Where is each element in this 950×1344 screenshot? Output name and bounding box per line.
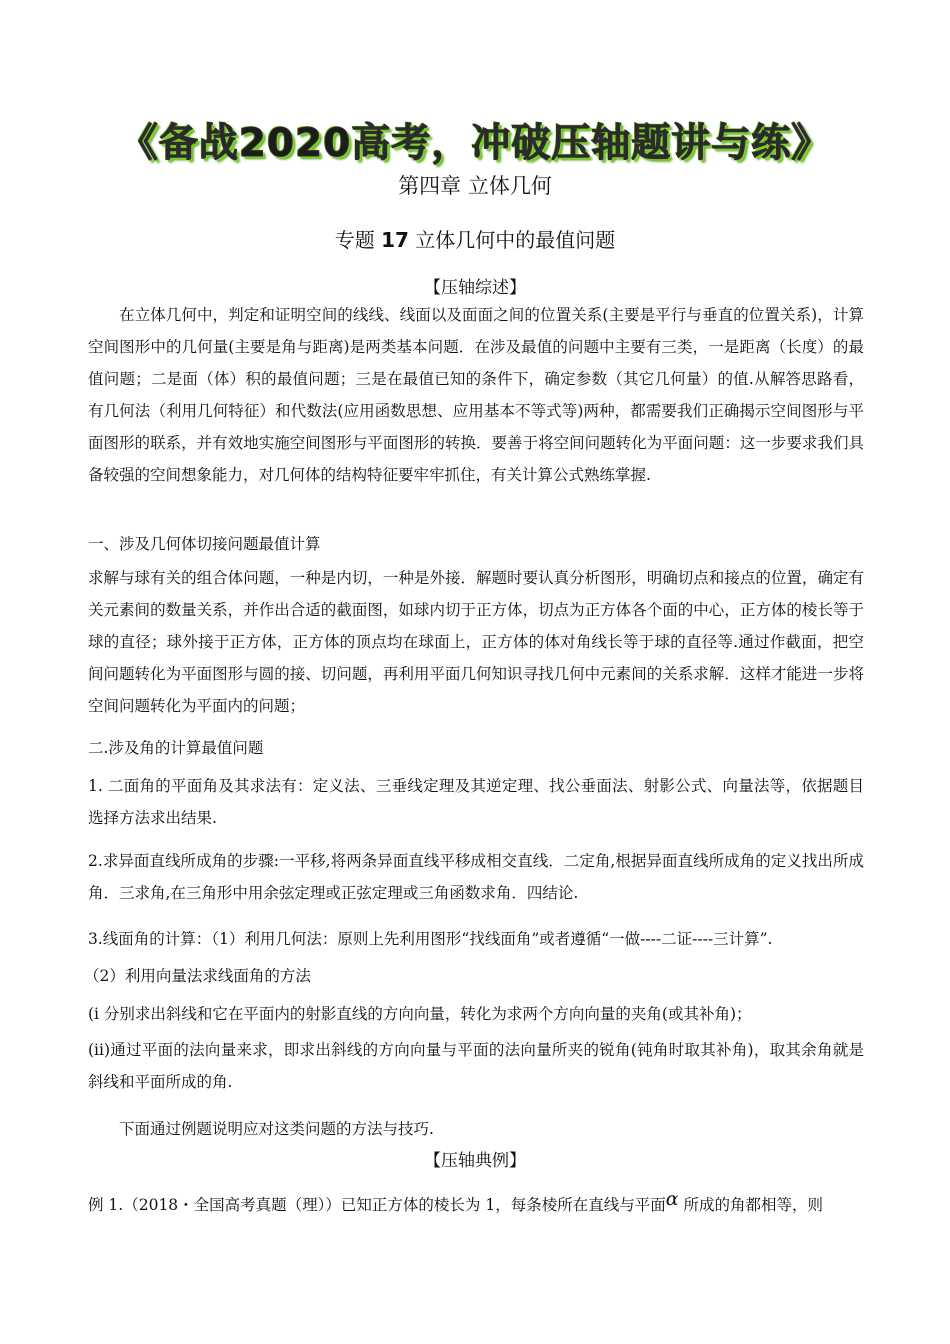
item3-sub-ii: (ii)通过平面的法向量来求，即求出斜线的方向向量与平面的法向量所夹的锐角(钝角时取其补角)，取其余角就是斜线和平面所成的角. (88, 1041, 864, 1091)
example1-lead: 例 1.（2018・全国高考真题（理））已知正方体的棱长为 1，每条棱所在直线与平面 (88, 1196, 666, 1214)
overview-heading: 【压轴综述】 (424, 278, 526, 298)
item3-sub-i: (i 分别求出斜线和它在平面内的射影直线的方向向量，转化为求两个方向向量的夹角(或其补角)； (88, 1005, 752, 1023)
series-banner: 《备战2020高考，冲破压轴题讲与练》 (118, 121, 832, 166)
examples-heading: 【压轴典例】 (424, 1151, 526, 1171)
example1-tail: 所成的角都相等，则 (678, 1196, 823, 1214)
item2-paragraph: 2.求异面直线所成角的步骤:一平移,将两条异面直线平移成相交直线．二定角,根据异面直线所成角的定义找出所成角．三求角,在三角形中用余弦定理或正弦定理或三角函数求角．四结论. (88, 852, 864, 902)
topic-title (0, 224, 950, 253)
item1-paragraph: 1. 二面角的平面角及其求法有：定义法、三垂线定理及其逆定理、找公垂面法、射影公式、向量法等，依据题目选择方法求出结果. (88, 777, 864, 827)
item3-paragraph: 3.线面角的计算：（1）利用几何法：原则上先利用图形“找线面角”或者遵循“一做----二证----三计算”. (88, 930, 773, 948)
alpha-symbol: α (665, 1188, 679, 1210)
chapter-title: 第四章 立体几何 (398, 174, 552, 198)
topic-prefix: 专题 (334, 228, 375, 252)
section2-title: 二.涉及角的计算最值问题 (88, 739, 264, 757)
overview-intro-paragraph: 在立体几何中，判定和证明空间的线线、线面以及面面之间的位置关系(主要是平行与垂直的位置关系)，计算空间图形中的几何量(主要是角与距离)是两类基本问题．在涉及最值的问题中主要有三类，一是距离（长度）的最值问题；二是面（体）积的最值问题；三是在最值已知的条件下，确定参数（其它几何量）的值.从解答思路看，有几何法（利用几何特征）和代数法(应用函数思想、应用基本不等式等)两种，都需要我们正确揭示空间图形与平面图形的联系，并有效地实施空间图形与平面图形的转换．要善于将空间问题转化为平面问题：这一步要求我们具备较强的空间想象能力，对几何体的结构特征要牢牢抓住，有关计算公式熟练掌握. (88, 306, 864, 484)
item3-sub2: （2）利用向量法求线面角的方法 (84, 967, 311, 985)
section1-title: 一、涉及几何体切接问题最值计算 (88, 535, 321, 553)
topic-number: 17 (381, 228, 409, 252)
example1-text (88, 1188, 823, 1215)
topic-name: 立体几何中的最值问题 (415, 228, 616, 252)
section1-body: 求解与球有关的组合体问题，一种是内切，一种是外接．解题时要认真分析图形，明确切点和接点的位置，确定有关元素间的数量关系，并作出合适的截面图，如球内切于正方体，切点为正方体各个面的中心，正方体的棱长等于球的直径；球外接于正方体，正方体的顶点均在球面上，正方体的体对角线长等于球的直径等.通过作截面，把空间问题转化为平面图形与圆的接、切问题，再利用平面几何知识寻找几何中元素间的关系求解．这样才能进一步将空间问题转化为平面内的问题； (88, 569, 864, 715)
closing-sentence: 下面通过例题说明应对这类问题的方法与技巧. (119, 1120, 434, 1138)
